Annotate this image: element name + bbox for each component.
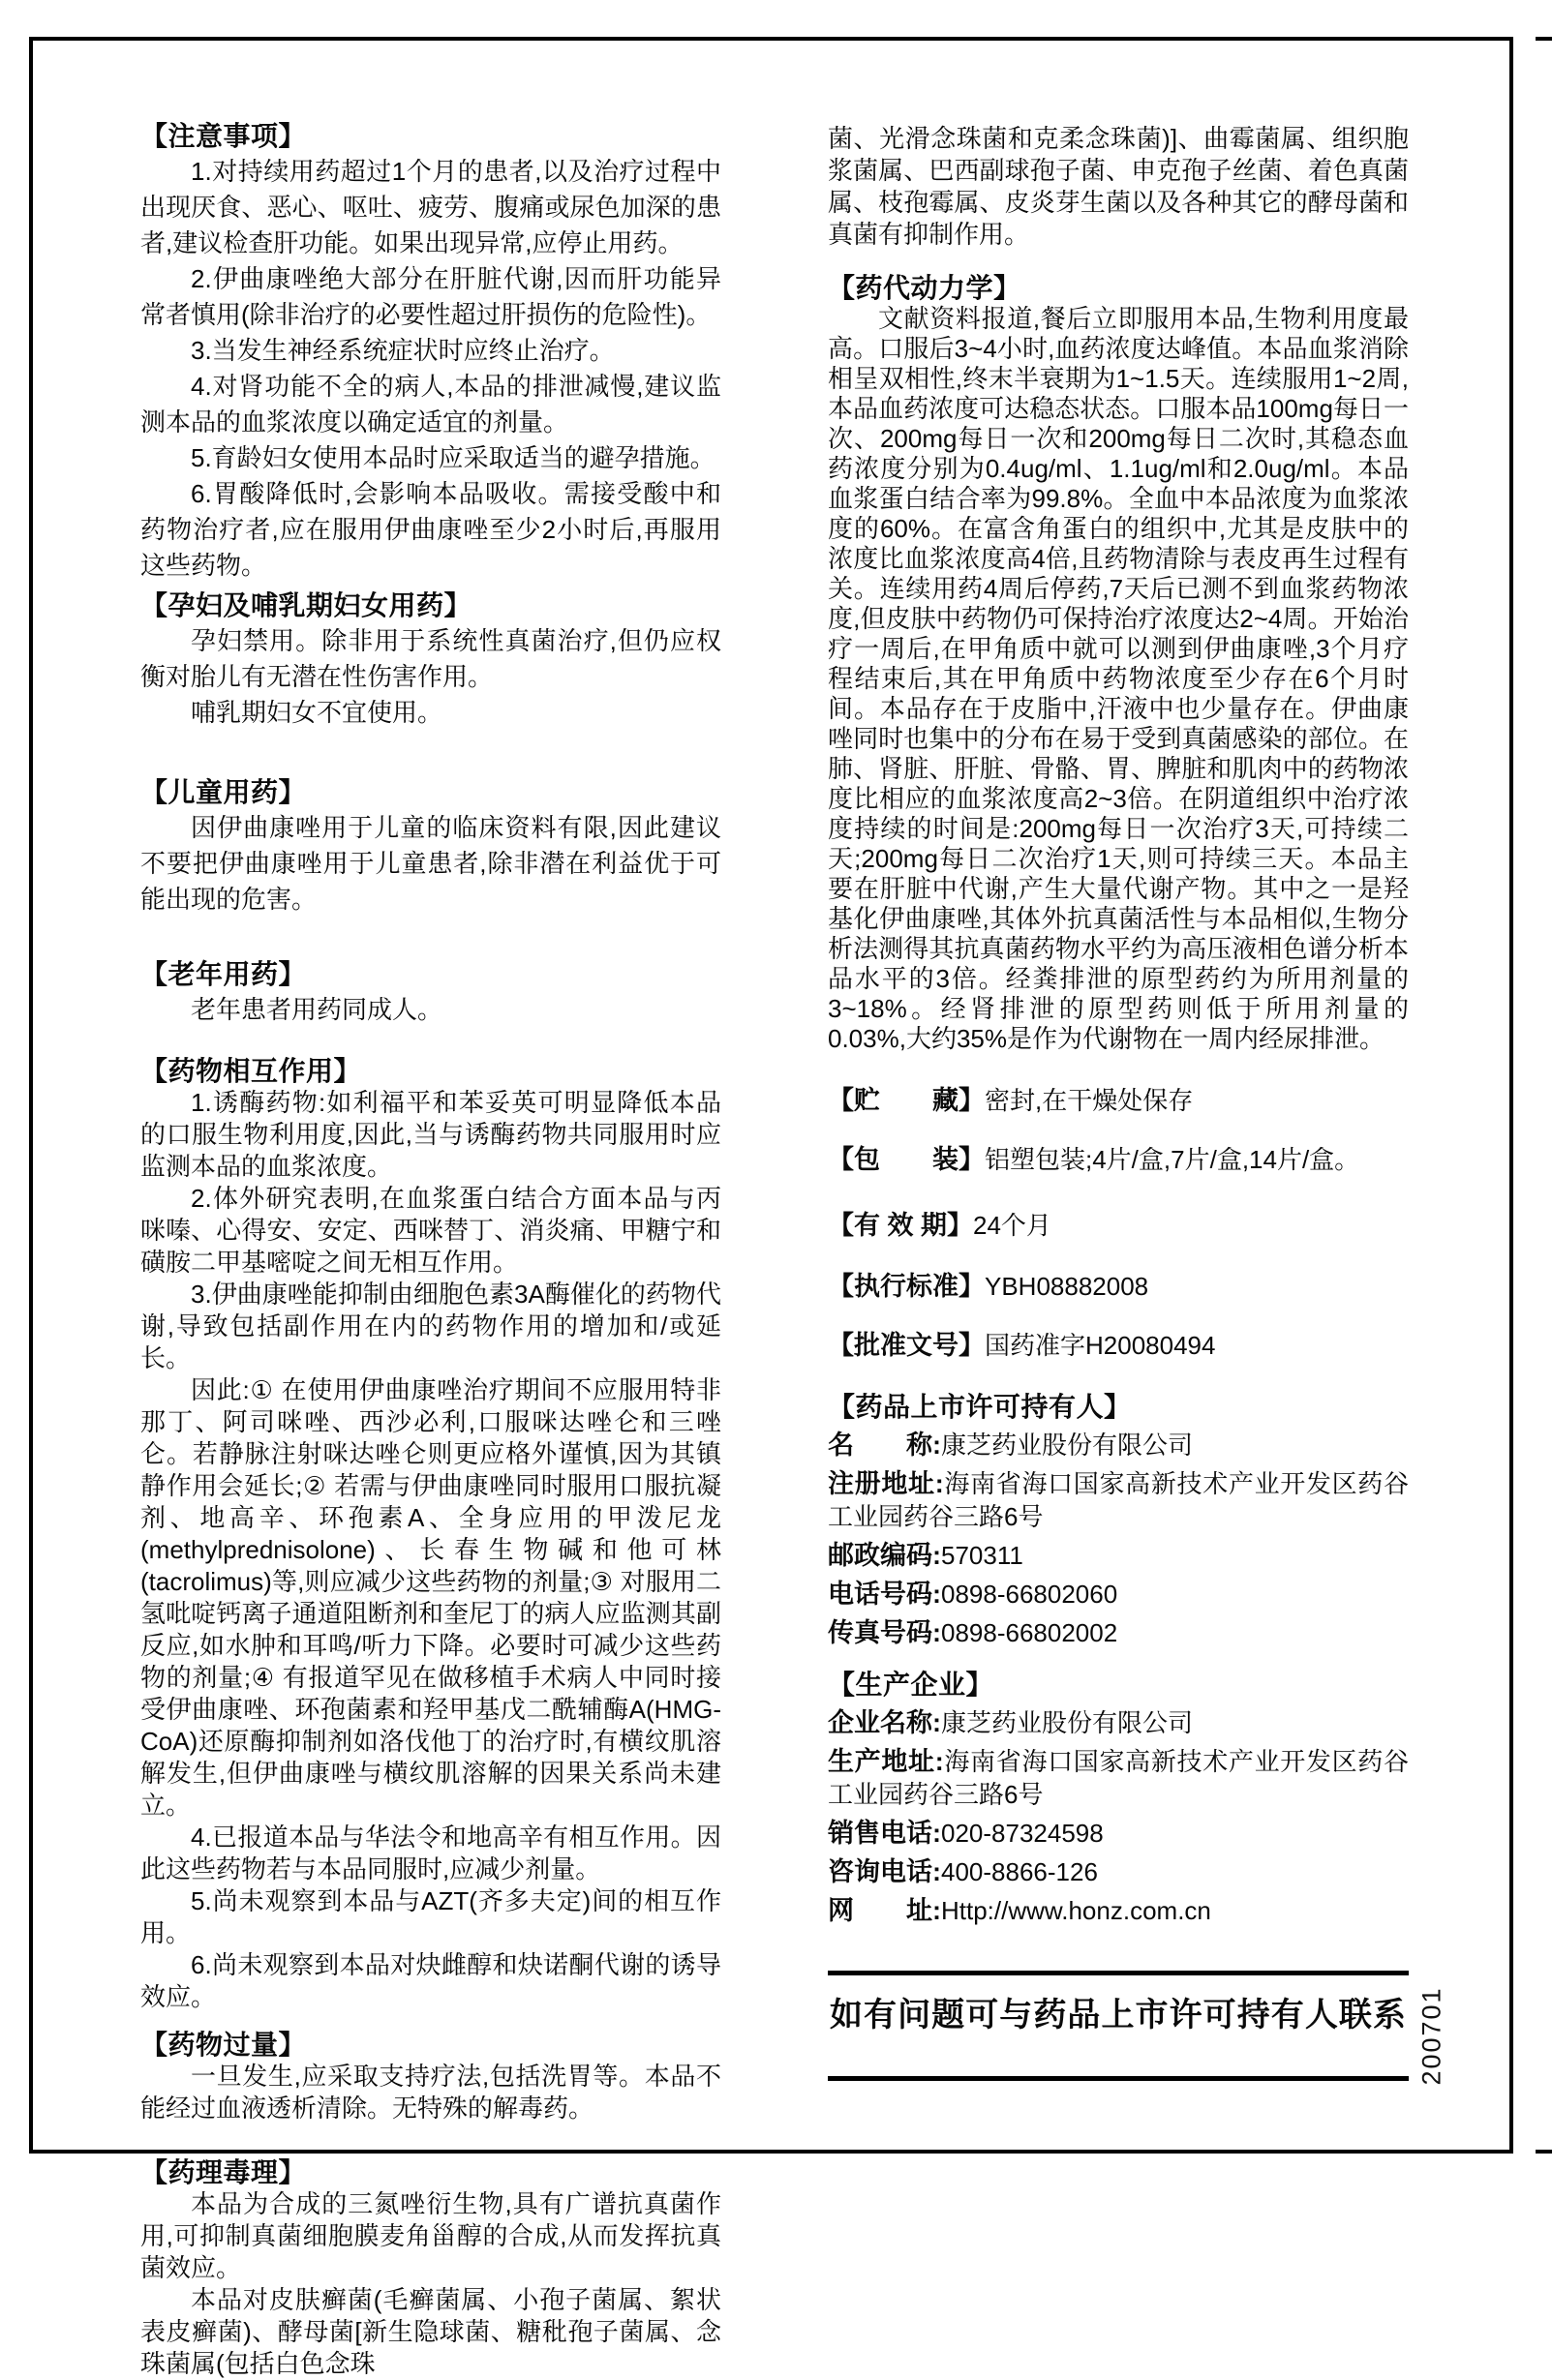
section-title: 【药物相互作用】 xyxy=(140,1056,362,1086)
paragraph: 4.对肾功能不全的病人,本品的排泄减慢,建议监测本品的血浆浓度以确定适宜的剂量。 xyxy=(140,372,721,437)
shelf-life-value: 24个月 xyxy=(973,1211,1051,1240)
paragraph: 2.体外研究表明,在血浆蛋白结合方面本品与丙咪嗪、心得安、安定、西咪替丁、消炎痛、甲糖宁和磺胺二甲基嘧啶之间无相互作用。 xyxy=(140,1184,721,1277)
crop-mark-top-right xyxy=(1536,37,1552,41)
section-title: 【药代动力学】 xyxy=(828,273,1021,303)
paragraph: 老年患者用药同成人。 xyxy=(191,995,443,1024)
pharmacology-continuation-paragraph: 菌、光滑念珠菌和克柔念珠菌)]、曲霉菌属、组织胞浆菌属、巴西副球孢子菌、申克孢子丝菌、着色真菌属、枝孢霉属、皮炎芽生菌以及各种其它的酵母菌和真菌有抑制作用。 xyxy=(828,124,1409,249)
paragraph: 一旦发生,应采取支持疗法,包括洗胃等。本品不能经过血液透析清除。无特殊的解毒药。 xyxy=(140,2062,721,2123)
approval-number-label: 【批准文号】 xyxy=(828,1331,985,1360)
fax-number-label: 传真号码: xyxy=(828,1618,941,1647)
section-title: 【药理毒理】 xyxy=(140,2157,307,2187)
section-geriatric-use xyxy=(140,956,721,1028)
section-marketing-authorization-holder xyxy=(828,1391,1409,1649)
company-name-value: 康芝药业股份有限公司 xyxy=(941,1708,1194,1737)
section-title: 【儿童用药】 xyxy=(140,777,307,807)
standard-label: 【执行标准】 xyxy=(828,1272,985,1301)
production-address-label: 生产地址: xyxy=(828,1747,944,1776)
packaging-value: 铝塑包装;4片/盒,7片/盒,14片/盒。 xyxy=(985,1145,1360,1174)
section-title: 【老年用药】 xyxy=(140,959,307,989)
sales-phone-label: 销售电话: xyxy=(828,1819,941,1848)
paragraph: 5.尚未观察到本品与AZT(齐多夫定)间的相互作用。 xyxy=(140,1886,721,1947)
holder-name-row xyxy=(828,1429,1409,1461)
section-drug-interactions xyxy=(140,1055,721,2013)
paragraph: 本品对皮肤癣菌(毛癣菌属、小孢子菌属、絮状表皮癣菌)、酵母菌[新生隐球菌、糖秕孢子菌属、念珠菌属(包括白色念珠 xyxy=(140,2285,721,2378)
approval-number-value: 国药准字H20080494 xyxy=(985,1331,1216,1360)
holder-name-label: 名 称: xyxy=(828,1431,941,1460)
section-title: 【药品上市许可持有人】 xyxy=(828,1392,1132,1422)
phone-number-value: 0898-66802060 xyxy=(941,1580,1118,1609)
shelf-life-row xyxy=(828,1210,1409,1242)
paragraph: 本品为合成的三氮唑衍生物,具有广谱抗真菌作用,可抑制真菌细胞膜麦角甾醇的合成,从而发挥抗真菌效应。 xyxy=(140,2189,721,2282)
storage-row xyxy=(828,1085,1409,1117)
sales-phone-row xyxy=(828,1817,1409,1850)
fax-number-row xyxy=(828,1616,1409,1649)
website-value: Http://www.honz.com.cn xyxy=(941,1896,1211,1925)
phone-number-label: 电话号码: xyxy=(828,1580,941,1609)
paragraph: 文献资料报道,餐后立即服用本品,生物利用度最高。口服后3~4小时,血药浓度达峰值。本品血浆消除相呈双相性,终末半衰期为1~1.5天。连续服用1~2周,本品血药浓度可达稳态状态。口服本品100mg每日一次、200mg每日一次和200mg每日二次时,其稳态血药浓度分别为0.4ug/ml、1.1ug/ml和2.0ug/ml。本品血浆蛋白结合率为99.8%。全血中本品浓度为血浆浓度的60%。在富含角蛋白的组织中,尤其是皮肤中的浓度比血浆浓度高4倍,且药物清除与表皮再生过程有关。连续用药4周后停药,7天后已测不到血浆药物浓度,但皮肤中药物仍可保持治疗浓度达2~4周。开始治疗一周后,在甲角质中就可以测到伊曲康唑,3个月疗程结束后,其在甲角质中药物浓度至少存在6个月时间。本品存在于皮脂中,汗液中也少量存在。伊曲康唑同时也集中的分布在易于受到真菌感染的部位。在肺、肾脏、肝脏、骨骼、胃、脾脏和肌肉中的药物浓度比相应的血浆浓度高2~3倍。在阴道组织中治疗浓度持续的时间是:200mg每日一次治疗3天,可持续二天;200mg每日二次治疗1天,则可持续三天。本品主要在肝脏中代谢,产生大量代谢产物。其中之一是羟基化伊曲康唑,其体外抗真菌活性与本品相似,生物分析法测得其抗真菌药物水平约为高压液相色谱分析本品水平的3倍。经粪排泄的原型药约为所用剂量的3~18%。经肾排泄的原型药则低于所用剂量的0.03%,大约35%是作为代谢物在一周内经尿排泄。 xyxy=(828,304,1409,1053)
postal-code-label: 邮政编码: xyxy=(828,1541,941,1570)
storage-value: 密封,在干燥处保存 xyxy=(985,1086,1194,1115)
section-manufacturer xyxy=(828,1669,1409,1927)
section-pharmacology-toxicology xyxy=(140,2156,721,2380)
section-title: 【药物过量】 xyxy=(140,2030,307,2060)
paragraph: 4.已报道本品与华法令和地高辛有相互作用。因此这些药物若与本品同服时,应减少剂量。 xyxy=(140,1823,721,1883)
paragraph: 因此:① 在使用伊曲康唑治疗期间不应服用特非那丁、阿司咪唑、西沙必利,口服咪达唑仑和三唑仑。若静脉注射咪达唑仑则更应格外谨慎,因为其镇静作用会延长;② 若需与伊曲康唑同时服用口服抗凝剂、地高辛、环孢素A、全身应用的甲泼尼龙(methylprednisolone)、长春生物碱和他可林(tacrolimus)等,则应减少这些药物的剂量;③ 对服用二氢吡啶钙离子通道阻断剂和奎尼丁的病人应监测其副反应,如水肿和耳鸣/听力下降。必要时可减少这些药物的剂量;④ 有报道罕见在做移植手术病人中同时接受伊曲康唑、环孢菌素和羟甲基戊二酰辅酶A(HMG-CoA)还原酶抑制剂如洛伐他丁的治疗时,有横纹肌溶解发生,但伊曲康唑与横纹肌溶解的因果关系尚未建立。 xyxy=(140,1375,721,1820)
paragraph: 5.育龄妇女使用本品时应采取适当的避孕措施。 xyxy=(191,443,715,472)
section-title: 【生产企业】 xyxy=(828,1670,994,1700)
section-precautions xyxy=(140,118,721,584)
paragraph: 3.当发生神经系统症状时应终止治疗。 xyxy=(191,336,615,365)
paragraph: 哺乳期妇女不宜使用。 xyxy=(191,698,443,727)
left-column xyxy=(140,118,721,2380)
production-address-value: 海南省海口国家高新技术产业开发区药谷工业园药谷三路6号 xyxy=(828,1747,1409,1809)
right-column xyxy=(828,123,1409,2081)
approval-number-row xyxy=(828,1330,1409,1362)
consultation-phone-value: 400-8866-126 xyxy=(941,1857,1098,1886)
print-code xyxy=(1409,1985,1455,2086)
registered-address-row xyxy=(828,1467,1409,1533)
phone-number-row xyxy=(828,1578,1409,1611)
standard-value: YBH08882008 xyxy=(985,1272,1149,1301)
paragraph: 1.诱酶药物:如利福平和苯妥英可明显降低本品的口服生物利用度,因此,当与诱酶药物共同服用时应监测本品的血浆浓度。 xyxy=(140,1088,721,1181)
consultation-phone-label: 咨询电话: xyxy=(828,1857,941,1886)
contact-notice-box xyxy=(828,1971,1409,2081)
paragraph: 1.对持续用药超过1个月的患者,以及治疗过程中出现厌食、恶心、呕吐、疲劳、腹痛或尿色加深的患者,建议检查肝功能。如果出现异常,应停止用药。 xyxy=(140,157,721,257)
company-name-row xyxy=(828,1706,1409,1739)
company-name-label: 企业名称: xyxy=(828,1708,941,1737)
paragraph: 因伊曲康唑用于儿童的临床资料有限,因此建议不要把伊曲康唑用于儿童患者,除非潜在利益优于可能出现的危害。 xyxy=(140,813,721,914)
section-pharmacokinetics xyxy=(828,272,1409,1054)
section-title: 【注意事项】 xyxy=(140,121,307,151)
postal-code-row xyxy=(828,1539,1409,1572)
section-pregnancy-lactation xyxy=(140,587,721,731)
storage-label: 【贮 藏】 xyxy=(828,1086,985,1115)
website-row xyxy=(828,1894,1409,1927)
contact-notice-text: 如有问题可与药品上市许可持有人联系 xyxy=(830,1997,1407,2034)
standard-row xyxy=(828,1271,1409,1303)
sales-phone-value: 020-87324598 xyxy=(941,1819,1104,1848)
paragraph: 孕妇禁用。除非用于系统性真菌治疗,但仍应权衡对胎儿有无潜在性伤害作用。 xyxy=(140,626,721,691)
postal-code-value: 570311 xyxy=(941,1541,1023,1570)
paragraph: 2.伊曲康唑绝大部分在肝脏代谢,因而肝功能异常者慎用(除非治疗的必要性超过肝损伤的危险性)。 xyxy=(140,264,721,329)
section-title: 【孕妇及哺乳期妇女用药】 xyxy=(140,590,472,620)
paragraph: 6.尚未观察到本品对炔雌醇和炔诺酮代谢的诱导效应。 xyxy=(140,1950,721,2011)
website-label: 网 址: xyxy=(828,1896,941,1925)
packaging-row xyxy=(828,1144,1409,1176)
print-code-text: 200701 xyxy=(1416,1985,1446,2086)
crop-mark-bottom-right xyxy=(1536,2150,1552,2154)
paragraph: 3.伊曲康唑能抑制由细胞色素3A酶催化的药物代谢,导致包括副作用在内的药物作用的增加和/或延长。 xyxy=(140,1280,721,1372)
packaging-label: 【包 装】 xyxy=(828,1145,985,1174)
registered-address-value: 海南省海口国家高新技术产业开发区药谷工业园药谷三路6号 xyxy=(828,1469,1409,1531)
section-pediatric-use xyxy=(140,774,721,918)
paragraph: 6.胃酸降低时,会影响本品吸收。需接受酸中和药物治疗者,应在服用伊曲康唑至少2小时后,再服用这些药物。 xyxy=(140,479,721,580)
production-address-row xyxy=(828,1745,1409,1811)
shelf-life-label: 【有 效 期】 xyxy=(828,1211,974,1240)
section-overdose xyxy=(140,2029,721,2124)
registered-address-label: 注册地址: xyxy=(828,1469,944,1498)
holder-name-value: 康芝药业股份有限公司 xyxy=(941,1431,1194,1460)
consultation-phone-row xyxy=(828,1855,1409,1888)
fax-number-value: 0898-66802002 xyxy=(941,1618,1118,1647)
